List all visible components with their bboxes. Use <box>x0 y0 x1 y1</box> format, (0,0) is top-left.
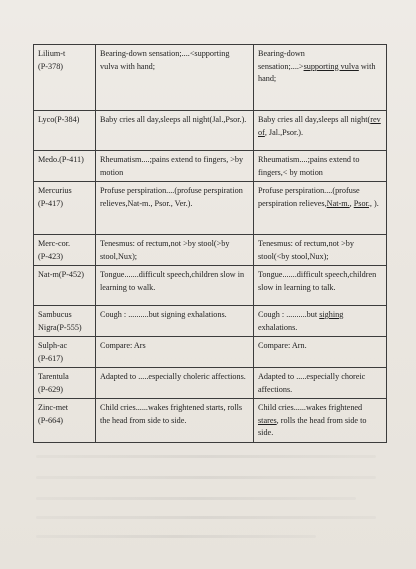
remedy-cell: Lyco(P-384) <box>34 111 96 151</box>
table-row <box>34 368 387 399</box>
show-through-line <box>36 516 376 519</box>
remedy-cell: Mercurius (P-417) <box>34 182 96 235</box>
table-row <box>34 111 387 151</box>
corrected-text-cell: Rheumatism....;pains extend to fingers,< by motion <box>254 151 387 182</box>
table-row <box>34 337 387 368</box>
original-text-cell: Cough : ..........but signing exhalations. <box>96 306 254 337</box>
table-row <box>34 235 387 266</box>
remedy-cell: Merc-cor. (P-423) <box>34 235 96 266</box>
show-through-line <box>36 476 376 479</box>
corrected-text-cell: Child cries......wakes frightened stares, rolls the head from side to side. <box>254 399 387 443</box>
remedy-cell: Sulph-ac (P-617) <box>34 337 96 368</box>
corrected-text-cell: Compare: Arn. <box>254 337 387 368</box>
corrected-text-cell: Bearing-down sensation;....>supporting vulva with hand; <box>254 45 387 111</box>
corrected-text-cell: Cough : ..........but sighing exhalations. <box>254 306 387 337</box>
remedy-cell: Nat-m(P-452) <box>34 266 96 306</box>
original-text-cell: Baby cries all day,sleeps all night(Jal.,Psor.). <box>96 111 254 151</box>
original-text-cell: Rheumatism....;pains extend to fingers, >by motion <box>96 151 254 182</box>
corrected-text-cell: Tongue.......difficult speech,children slow in learning to talk. <box>254 266 387 306</box>
remedy-cell: Lilium-t (P-378) <box>34 45 96 111</box>
show-through-line <box>36 535 316 538</box>
table-row <box>34 182 387 235</box>
original-text-cell: Compare: Ars <box>96 337 254 368</box>
original-text-cell: Tenesmus: of rectum,not >by stool(>by stool,Nux); <box>96 235 254 266</box>
original-text-cell: Profuse perspiration....(profuse perspiration relieves,Nat-m., Psor., Ver.). <box>96 182 254 235</box>
remedy-cell: Sambucus Nigra(P-555) <box>34 306 96 337</box>
corrected-text-cell: Adapted to .....especially choreic affections. <box>254 368 387 399</box>
original-text-cell: Child cries......wakes frightened starts, rolls the head from side to side. <box>96 399 254 443</box>
remedy-cell: Tarentula (P-629) <box>34 368 96 399</box>
table-row <box>34 399 387 443</box>
corrected-text-cell: Tenesmus: of rectum,not >by stool(<by stool,Nux); <box>254 235 387 266</box>
original-text-cell: Adapted to .....especially choleric affections. <box>96 368 254 399</box>
corrected-text-cell: Baby cries all day,sleeps all night(rev of, Jal.,Psor.). <box>254 111 387 151</box>
show-through-line <box>36 497 356 500</box>
original-text-cell: Tongue.......difficult speech,children slow in learning to walk. <box>96 266 254 306</box>
table-row <box>34 306 387 337</box>
corrections-table <box>33 44 387 443</box>
table-row <box>34 266 387 306</box>
remedy-cell: Zinc-met (P-664) <box>34 399 96 443</box>
table-row <box>34 45 387 111</box>
remedy-cell: Medo.(P-411) <box>34 151 96 182</box>
original-text-cell: Bearing-down sensation;....<supporting vulva with hand; <box>96 45 254 111</box>
show-through-line <box>36 455 376 458</box>
table-row <box>34 151 387 182</box>
corrected-text-cell: Profuse perspiration....(profuse perspiration relieves,Nat-m., Psor., ). <box>254 182 387 235</box>
